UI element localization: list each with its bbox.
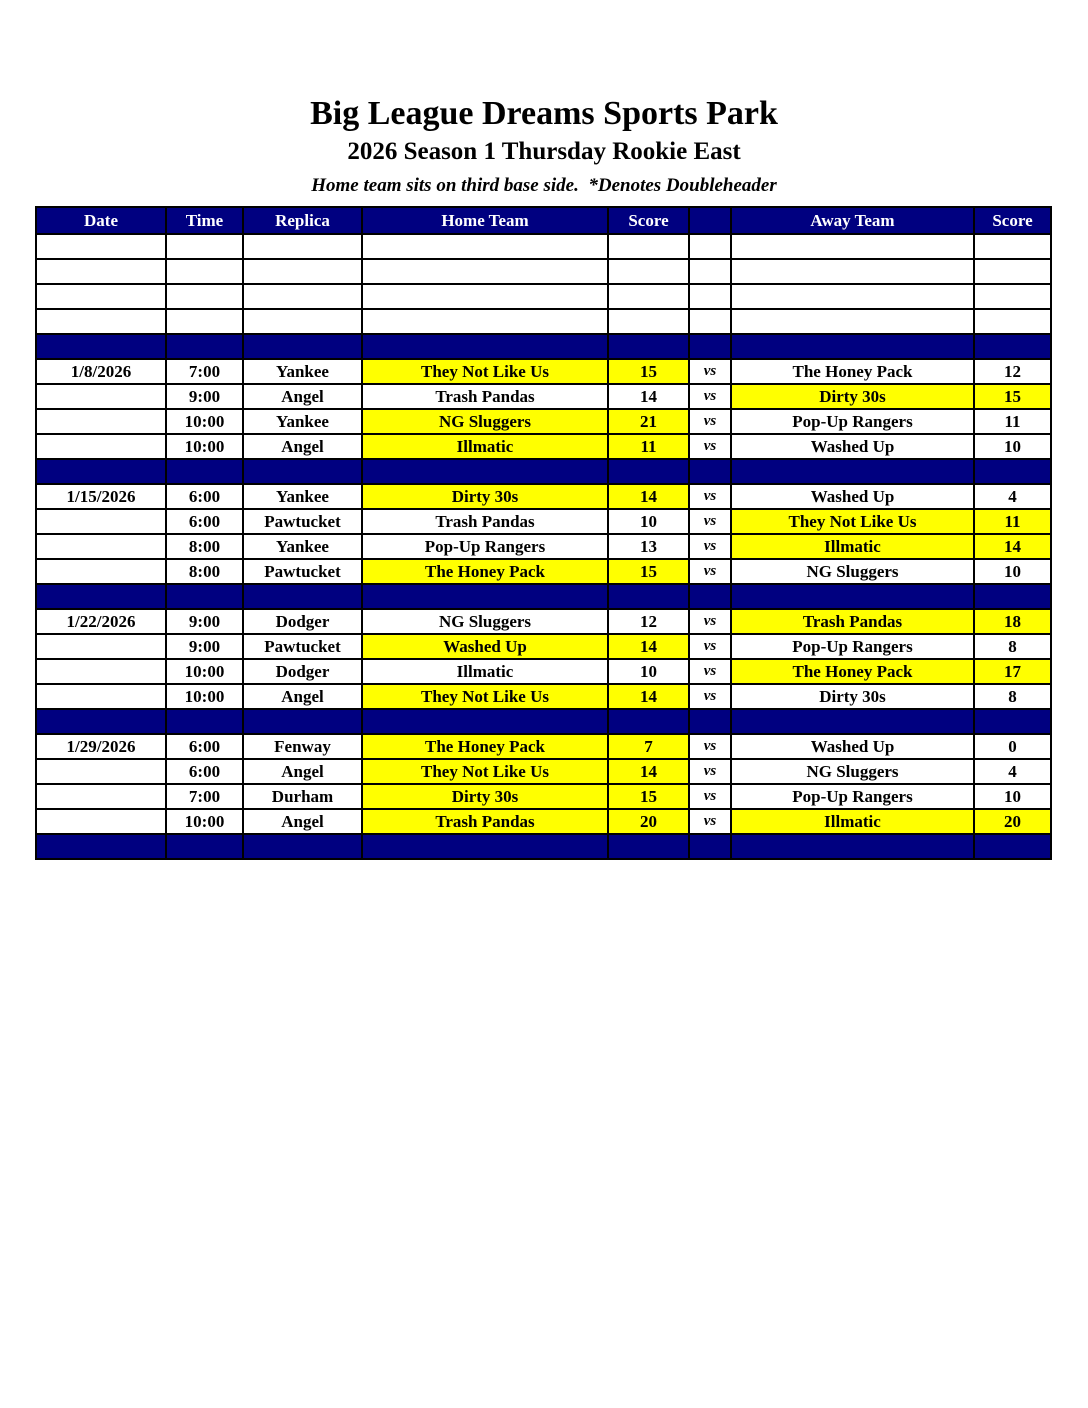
away-team-cell: NG Sluggers xyxy=(731,559,974,584)
game-row xyxy=(36,784,1051,809)
vs-cell: vs xyxy=(689,359,731,384)
header-time: Time xyxy=(166,207,243,234)
game-row xyxy=(36,559,1051,584)
away-score-cell xyxy=(974,259,1051,284)
away-score-cell: 20 xyxy=(974,809,1051,834)
away-score-cell xyxy=(974,834,1051,859)
header-home-score: Score xyxy=(608,207,689,234)
vs-cell xyxy=(689,834,731,859)
home-team-cell xyxy=(362,234,608,259)
home-team-cell: Pop-Up Rangers xyxy=(362,534,608,559)
separator-row xyxy=(36,709,1051,734)
time-cell: 6:00 xyxy=(166,484,243,509)
home-score-cell xyxy=(608,284,689,309)
replica-cell: Pawtucket xyxy=(243,559,362,584)
away-score-cell: 4 xyxy=(974,484,1051,509)
away-team-cell xyxy=(731,834,974,859)
time-cell: 10:00 xyxy=(166,809,243,834)
date-cell: 1/22/2026 xyxy=(36,609,166,634)
home-score-cell xyxy=(608,459,689,484)
away-team-cell xyxy=(731,584,974,609)
away-score-cell: 8 xyxy=(974,684,1051,709)
time-cell: 9:00 xyxy=(166,384,243,409)
vs-cell: vs xyxy=(689,809,731,834)
home-score-cell: 15 xyxy=(608,784,689,809)
home-team-cell xyxy=(362,584,608,609)
away-team-cell xyxy=(731,309,974,334)
away-team-cell xyxy=(731,709,974,734)
home-team-cell: NG Sluggers xyxy=(362,609,608,634)
home-team-cell xyxy=(362,709,608,734)
away-score-cell xyxy=(974,284,1051,309)
game-row xyxy=(36,684,1051,709)
home-score-cell xyxy=(608,584,689,609)
home-score-cell: 15 xyxy=(608,359,689,384)
game-row xyxy=(36,809,1051,834)
replica-cell xyxy=(243,459,362,484)
header-row xyxy=(36,207,1051,234)
game-row xyxy=(36,659,1051,684)
home-team-cell xyxy=(362,309,608,334)
game-row xyxy=(36,384,1051,409)
home-team-cell: Washed Up xyxy=(362,634,608,659)
away-team-cell: The Honey Pack xyxy=(731,659,974,684)
vs-cell: vs xyxy=(689,759,731,784)
replica-cell: Yankee xyxy=(243,359,362,384)
date-cell xyxy=(36,309,166,334)
time-cell xyxy=(166,334,243,359)
away-team-cell: Pop-Up Rangers xyxy=(731,634,974,659)
replica-cell: Yankee xyxy=(243,409,362,434)
empty-row xyxy=(36,284,1051,309)
home-team-cell: The Honey Pack xyxy=(362,559,608,584)
replica-cell: Yankee xyxy=(243,484,362,509)
vs-cell: vs xyxy=(689,484,731,509)
game-row xyxy=(36,434,1051,459)
away-team-cell: Illmatic xyxy=(731,534,974,559)
home-score-cell xyxy=(608,234,689,259)
time-cell: 10:00 xyxy=(166,409,243,434)
replica-cell xyxy=(243,584,362,609)
date-cell: 1/15/2026 xyxy=(36,484,166,509)
home-score-cell: 13 xyxy=(608,534,689,559)
empty-row xyxy=(36,234,1051,259)
away-team-cell xyxy=(731,234,974,259)
time-cell xyxy=(166,309,243,334)
away-score-cell xyxy=(974,234,1051,259)
away-score-cell xyxy=(974,309,1051,334)
date-cell xyxy=(36,234,166,259)
home-team-cell: They Not Like Us xyxy=(362,359,608,384)
vs-cell xyxy=(689,584,731,609)
home-team-cell: They Not Like Us xyxy=(362,759,608,784)
vs-cell: vs xyxy=(689,784,731,809)
away-team-cell: Pop-Up Rangers xyxy=(731,784,974,809)
header-away-team: Away Team xyxy=(731,207,974,234)
replica-cell xyxy=(243,284,362,309)
date-cell xyxy=(36,709,166,734)
home-score-cell: 11 xyxy=(608,434,689,459)
away-score-cell: 8 xyxy=(974,634,1051,659)
date-cell xyxy=(36,684,166,709)
date-cell xyxy=(36,384,166,409)
header-home-team: Home Team xyxy=(362,207,608,234)
away-team-cell: The Honey Pack xyxy=(731,359,974,384)
home-score-cell: 14 xyxy=(608,759,689,784)
schedule-table xyxy=(35,206,1052,860)
home-score-cell: 14 xyxy=(608,684,689,709)
home-team-cell: The Honey Pack xyxy=(362,734,608,759)
replica-cell: Pawtucket xyxy=(243,634,362,659)
date-cell: 1/29/2026 xyxy=(36,734,166,759)
away-score-cell: 10 xyxy=(974,784,1051,809)
game-row xyxy=(36,634,1051,659)
home-team-cell: Illmatic xyxy=(362,434,608,459)
away-score-cell: 4 xyxy=(974,759,1051,784)
away-team-cell: Dirty 30s xyxy=(731,384,974,409)
home-score-cell: 14 xyxy=(608,384,689,409)
time-cell: 8:00 xyxy=(166,559,243,584)
time-cell: 8:00 xyxy=(166,534,243,559)
replica-cell: Dodger xyxy=(243,659,362,684)
home-team-cell xyxy=(362,459,608,484)
away-score-cell: 11 xyxy=(974,409,1051,434)
vs-cell: vs xyxy=(689,634,731,659)
replica-cell: Dodger xyxy=(243,609,362,634)
home-team-cell: Trash Pandas xyxy=(362,509,608,534)
vs-cell: vs xyxy=(689,434,731,459)
replica-cell: Angel xyxy=(243,759,362,784)
game-row xyxy=(36,534,1051,559)
time-cell xyxy=(166,234,243,259)
game-row xyxy=(36,409,1051,434)
home-score-cell: 7 xyxy=(608,734,689,759)
schedule-body xyxy=(36,234,1051,859)
replica-cell xyxy=(243,309,362,334)
home-score-cell xyxy=(608,259,689,284)
away-team-cell: Washed Up xyxy=(731,484,974,509)
date-cell xyxy=(36,559,166,584)
vs-cell: vs xyxy=(689,509,731,534)
separator-row xyxy=(36,459,1051,484)
time-cell xyxy=(166,584,243,609)
vs-cell xyxy=(689,309,731,334)
date-cell xyxy=(36,284,166,309)
separator-row xyxy=(36,834,1051,859)
time-cell xyxy=(166,284,243,309)
vs-cell: vs xyxy=(689,534,731,559)
time-cell xyxy=(166,259,243,284)
page-note: Home team sits on third base side. *Denotes Doubleheader xyxy=(311,175,777,197)
home-team-cell: Trash Pandas xyxy=(362,384,608,409)
away-team-cell: Trash Pandas xyxy=(731,609,974,634)
home-team-cell: They Not Like Us xyxy=(362,684,608,709)
date-cell xyxy=(36,634,166,659)
vs-cell: vs xyxy=(689,684,731,709)
home-score-cell: 14 xyxy=(608,634,689,659)
game-row xyxy=(36,609,1051,634)
away-score-cell: 10 xyxy=(974,559,1051,584)
away-score-cell: 17 xyxy=(974,659,1051,684)
vs-cell: vs xyxy=(689,734,731,759)
header-away-score: Score xyxy=(974,207,1051,234)
replica-cell: Angel xyxy=(243,384,362,409)
home-score-cell xyxy=(608,834,689,859)
replica-cell xyxy=(243,334,362,359)
date-cell xyxy=(36,584,166,609)
date-cell xyxy=(36,759,166,784)
time-cell: 7:00 xyxy=(166,784,243,809)
empty-row xyxy=(36,259,1051,284)
away-score-cell: 14 xyxy=(974,534,1051,559)
empty-row xyxy=(36,309,1051,334)
away-team-cell xyxy=(731,284,974,309)
vs-cell xyxy=(689,334,731,359)
vs-cell xyxy=(689,284,731,309)
home-team-cell: Dirty 30s xyxy=(362,784,608,809)
home-score-cell xyxy=(608,309,689,334)
date-cell xyxy=(36,509,166,534)
home-team-cell: Trash Pandas xyxy=(362,809,608,834)
vs-cell xyxy=(689,709,731,734)
vs-cell: vs xyxy=(689,559,731,584)
away-team-cell xyxy=(731,459,974,484)
time-cell: 6:00 xyxy=(166,734,243,759)
home-score-cell: 10 xyxy=(608,659,689,684)
home-team-cell xyxy=(362,259,608,284)
home-score-cell: 20 xyxy=(608,809,689,834)
home-team-cell xyxy=(362,334,608,359)
replica-cell xyxy=(243,709,362,734)
home-team-cell: Dirty 30s xyxy=(362,484,608,509)
time-cell: 6:00 xyxy=(166,759,243,784)
home-score-cell: 15 xyxy=(608,559,689,584)
away-team-cell xyxy=(731,259,974,284)
date-cell xyxy=(36,659,166,684)
home-team-cell: NG Sluggers xyxy=(362,409,608,434)
vs-cell xyxy=(689,259,731,284)
away-score-cell: 15 xyxy=(974,384,1051,409)
date-cell xyxy=(36,459,166,484)
time-cell: 9:00 xyxy=(166,609,243,634)
home-team-cell xyxy=(362,284,608,309)
home-score-cell xyxy=(608,709,689,734)
page-subtitle: 2026 Season 1 Thursday Rookie East xyxy=(347,138,741,166)
away-score-cell: 10 xyxy=(974,434,1051,459)
date-cell xyxy=(36,334,166,359)
home-score-cell: 12 xyxy=(608,609,689,634)
time-cell xyxy=(166,834,243,859)
home-team-cell xyxy=(362,834,608,859)
date-cell xyxy=(36,434,166,459)
replica-cell: Fenway xyxy=(243,734,362,759)
replica-cell: Pawtucket xyxy=(243,509,362,534)
home-score-cell: 14 xyxy=(608,484,689,509)
game-row xyxy=(36,509,1051,534)
replica-cell xyxy=(243,259,362,284)
game-row xyxy=(36,759,1051,784)
away-team-cell: They Not Like Us xyxy=(731,509,974,534)
page-title: Big League Dreams Sports Park xyxy=(310,95,778,132)
date-cell xyxy=(36,259,166,284)
away-score-cell xyxy=(974,459,1051,484)
vs-cell xyxy=(689,459,731,484)
date-cell xyxy=(36,409,166,434)
separator-row xyxy=(36,584,1051,609)
away-score-cell: 18 xyxy=(974,609,1051,634)
away-score-cell xyxy=(974,709,1051,734)
game-row xyxy=(36,484,1051,509)
away-team-cell xyxy=(731,334,974,359)
time-cell xyxy=(166,459,243,484)
vs-cell xyxy=(689,234,731,259)
date-cell xyxy=(36,784,166,809)
game-row xyxy=(36,734,1051,759)
away-score-cell: 12 xyxy=(974,359,1051,384)
separator-row xyxy=(36,334,1051,359)
away-team-cell: Pop-Up Rangers xyxy=(731,409,974,434)
away-score-cell xyxy=(974,584,1051,609)
replica-cell xyxy=(243,234,362,259)
time-cell: 6:00 xyxy=(166,509,243,534)
away-score-cell: 0 xyxy=(974,734,1051,759)
replica-cell: Yankee xyxy=(243,534,362,559)
game-row xyxy=(36,359,1051,384)
header-replica: Replica xyxy=(243,207,362,234)
date-cell xyxy=(36,834,166,859)
date-cell xyxy=(36,534,166,559)
vs-cell: vs xyxy=(689,384,731,409)
page-header xyxy=(0,0,1088,197)
replica-cell xyxy=(243,834,362,859)
vs-cell: vs xyxy=(689,659,731,684)
home-team-cell: Illmatic xyxy=(362,659,608,684)
away-score-cell xyxy=(974,334,1051,359)
vs-cell: vs xyxy=(689,609,731,634)
date-cell: 1/8/2026 xyxy=(36,359,166,384)
away-team-cell: Washed Up xyxy=(731,734,974,759)
replica-cell: Angel xyxy=(243,434,362,459)
replica-cell: Durham xyxy=(243,784,362,809)
away-team-cell: NG Sluggers xyxy=(731,759,974,784)
home-score-cell: 10 xyxy=(608,509,689,534)
time-cell xyxy=(166,709,243,734)
replica-cell: Angel xyxy=(243,684,362,709)
time-cell: 10:00 xyxy=(166,659,243,684)
header-date: Date xyxy=(36,207,166,234)
header-vs xyxy=(689,207,731,234)
vs-cell: vs xyxy=(689,409,731,434)
away-team-cell: Illmatic xyxy=(731,809,974,834)
home-score-cell: 21 xyxy=(608,409,689,434)
away-team-cell: Dirty 30s xyxy=(731,684,974,709)
home-score-cell xyxy=(608,334,689,359)
time-cell: 10:00 xyxy=(166,434,243,459)
away-team-cell: Washed Up xyxy=(731,434,974,459)
time-cell: 9:00 xyxy=(166,634,243,659)
time-cell: 10:00 xyxy=(166,684,243,709)
date-cell xyxy=(36,809,166,834)
time-cell: 7:00 xyxy=(166,359,243,384)
replica-cell: Angel xyxy=(243,809,362,834)
away-score-cell: 11 xyxy=(974,509,1051,534)
